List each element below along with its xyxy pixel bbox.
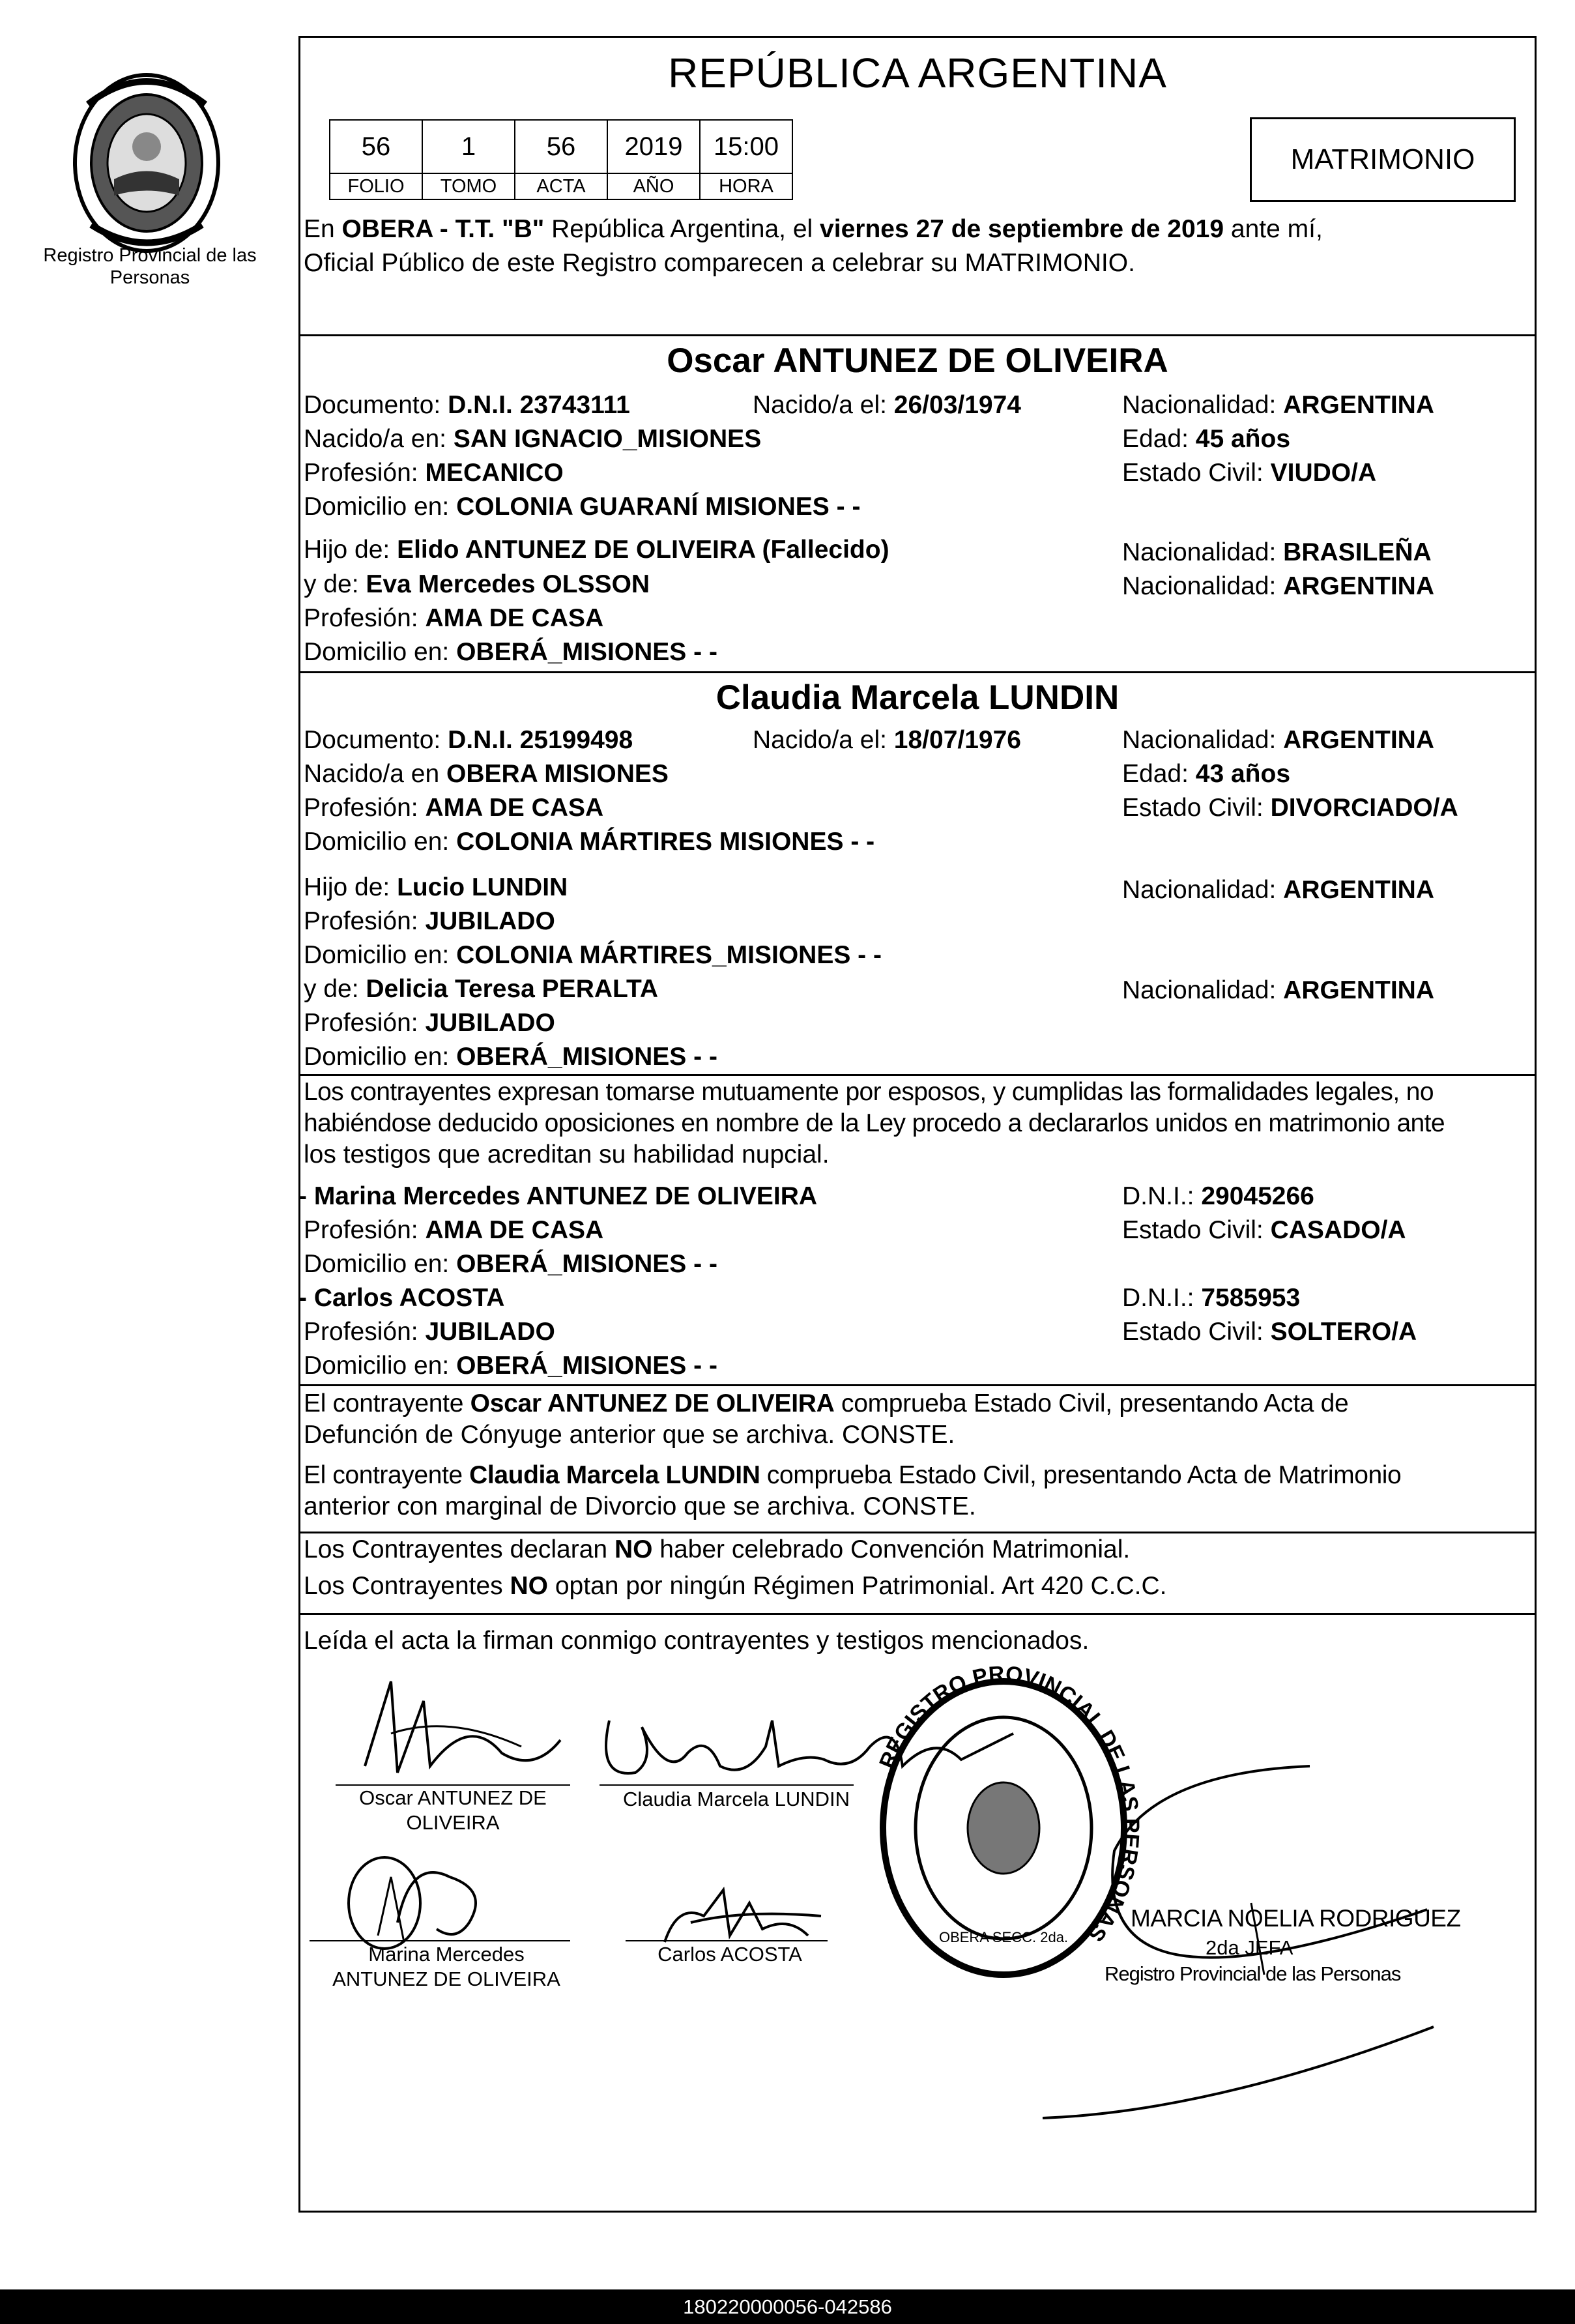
- acta-label: ACTA: [515, 173, 607, 199]
- groom-birthdate: Nacido/a el: 26/03/1974: [753, 391, 1021, 419]
- act-type-box: MATRIMONIO: [1250, 117, 1516, 202]
- intro-line-1: En OBERA - T.T. "B" República Argentina, el viernes 27 de septiembre de 2019 ante mí,: [304, 215, 1323, 243]
- bride-mother: y de: Delicia Teresa PERALTA: [304, 975, 659, 1003]
- groom-nationality: Nacionalidad: ARGENTINA: [1122, 391, 1435, 419]
- bride-father-address: Domicilio en: COLONIA MÁRTIRES_MISIONES - -: [304, 941, 882, 969]
- witness-2-signature-caption: Carlos ACOSTA: [657, 1943, 802, 1966]
- declaration-line-2: habiéndose deducido oposiciones en nombre de la Ley procedo a declararlos unidos en matrimonio ante: [304, 1109, 1445, 1137]
- bride-signature-caption: Claudia Marcela LUNDIN: [622, 1788, 850, 1810]
- hour-value: 15:00: [700, 120, 792, 173]
- groom-parents-address: Domicilio en: OBERÁ_MISIONES - -: [304, 638, 717, 666]
- witness-2-profession: Profesión: JUBILADO: [304, 1318, 555, 1346]
- provincial-emblem: [62, 65, 231, 261]
- bride-civil-status: Estado Civil: DIVORCIADO/A: [1122, 794, 1458, 822]
- official-organization: Registro Provincial de las Personas: [1105, 1962, 1401, 1985]
- bride-father-profession: Profesión: JUBILADO: [304, 907, 555, 935]
- bride-name: Claudia Marcela LUNDIN: [715, 678, 1120, 717]
- bride-age: Edad: 43 años: [1122, 760, 1291, 788]
- groom-signature-caption: Oscar ANTUNEZ DE OLIVEIRA: [359, 1786, 547, 1834]
- witness-1-address: Domicilio en: OBERÁ_MISIONES - -: [304, 1250, 717, 1278]
- civil-note-1-line-1: El contrayente Oscar ANTUNEZ DE OLIVEIRA comprueba Estado Civil, presentando Acta de: [304, 1389, 1349, 1417]
- bride-birthdate: Nacido/a el: 18/07/1976: [753, 726, 1021, 754]
- year-label: AÑO: [607, 173, 700, 199]
- stamp-inner-text: OBERA SECC. 2da.: [938, 1929, 1069, 1945]
- witness-1-dni: D.N.I.: 29045266: [1122, 1182, 1314, 1210]
- witness-1-signature: [339, 1851, 521, 1955]
- closing-statement: Leída el acta la firman conmigo contrayentes y testigos mencionados.: [304, 1627, 1090, 1655]
- declaration-line-3: los testigos que acreditan su habilidad nupcial.: [304, 1140, 830, 1169]
- registry-caption: Registro Provincial de las Personas: [43, 245, 257, 288]
- bride-mother-address: Domicilio en: OBERÁ_MISIONES - -: [304, 1043, 717, 1071]
- groom-father: Hijo de: Elido ANTUNEZ DE OLIVEIRA (Fallecido): [304, 536, 889, 564]
- official-name: MARCIA NOELIA RODRIGUEZ: [1131, 1905, 1461, 1932]
- witness-1-civil-status: Estado Civil: CASADO/A: [1122, 1216, 1406, 1244]
- folio-table: [329, 119, 793, 200]
- tomo-label: TOMO: [422, 173, 515, 199]
- witness-1-name: - Marina Mercedes ANTUNEZ DE OLIVEIRA: [298, 1182, 818, 1210]
- witness-1-signature-line: [310, 1940, 570, 1941]
- groom-father-nationality: Nacionalidad: BRASILEÑA: [1122, 538, 1432, 566]
- folio-label: FOLIO: [330, 173, 422, 199]
- groom-mother: y de: Eva Mercedes OLSSON: [304, 570, 650, 598]
- bride-father: Hijo de: Lucio LUNDIN: [304, 873, 568, 901]
- civil-note-1-line-2: Defunción de Cónyuge anterior que se archiva. CONSTE.: [304, 1421, 955, 1449]
- bride-signature-line: [600, 1784, 854, 1786]
- stamp-ring-text: REGISTRO PROVINCIAL DE LAS PERSONAS: [874, 1661, 1144, 1947]
- civil-note-2-line-1: El contrayente Claudia Marcela LUNDIN comprueba Estado Civil, presentando Acta de Matrimonio: [304, 1461, 1402, 1489]
- divider: [298, 1532, 1537, 1533]
- bride-document: Documento: D.N.I. 25199498: [304, 726, 633, 754]
- official-title: 2da JEFA: [1206, 1936, 1293, 1959]
- bride-mother-profession: Profesión: JUBILADO: [304, 1009, 555, 1037]
- stamp-coat-of-arms-icon: [968, 1782, 1039, 1874]
- document-title: REPÚBLICA ARGENTINA: [668, 50, 1167, 96]
- tomo-value: 1: [422, 120, 515, 173]
- declaration-line-1: Los contrayentes expresan tomarse mutuamente por esposos, y cumplidas las formalidades legales, no: [304, 1078, 1434, 1106]
- divider: [298, 1074, 1537, 1076]
- groom-civil-status: Estado Civil: VIUDO/A: [1122, 459, 1377, 487]
- divider: [298, 671, 1537, 673]
- bride-profession: Profesión: AMA DE CASA: [304, 794, 604, 822]
- witness-2-name: - Carlos ACOSTA: [298, 1284, 505, 1312]
- bride-nationality: Nacionalidad: ARGENTINA: [1122, 726, 1435, 754]
- bride-father-nationality: Nacionalidad: ARGENTINA: [1122, 876, 1435, 904]
- bride-address: Domicilio en: COLONIA MÁRTIRES MISIONES - -: [304, 828, 875, 856]
- acta-value: 56: [515, 120, 607, 173]
- groom-name: Oscar ANTUNEZ DE OLIVEIRA: [667, 341, 1168, 380]
- groom-profession: Profesión: MECANICO: [304, 459, 564, 487]
- witness-1-profession: Profesión: AMA DE CASA: [304, 1216, 604, 1244]
- official-stamp: [873, 1661, 1144, 1988]
- divider: [298, 1384, 1537, 1386]
- divider: [298, 334, 1537, 336]
- witness-2-address: Domicilio en: OBERÁ_MISIONES - -: [304, 1352, 717, 1380]
- witness-2-signature-line: [626, 1940, 828, 1941]
- year-value: 2019: [607, 120, 700, 173]
- groom-age: Edad: 45 años: [1122, 425, 1291, 453]
- groom-document: Documento: D.N.I. 23743111: [304, 391, 630, 419]
- civil-note-2-line-2: anterior con marginal de Divorcio que se archiva. CONSTE.: [304, 1492, 976, 1520]
- signature-flourish: [1043, 2007, 1447, 2138]
- groom-address: Domicilio en: COLONIA GUARANÍ MISIONES - -: [304, 493, 861, 521]
- witness-1-signature-caption: Marina Mercedes ANTUNEZ DE OLIVEIRA: [332, 1943, 560, 1990]
- groom-signature: [352, 1675, 573, 1792]
- witness-2-dni: D.N.I.: 7585953: [1122, 1284, 1301, 1312]
- hour-label: HORA: [700, 173, 792, 199]
- intro-line-2: Oficial Público de este Registro comparecen a celebrar su MATRIMONIO.: [304, 249, 1135, 277]
- regime-line-2: Los Contrayentes NO optan por ningún Régimen Patrimonial. Art 420 C.C.C.: [304, 1572, 1167, 1600]
- groom-mother-profession: Profesión: AMA DE CASA: [304, 604, 604, 632]
- bride-mother-nationality: Nacionalidad: ARGENTINA: [1122, 976, 1435, 1004]
- document-code-bar: 180220000056-042586: [0, 2289, 1575, 2324]
- bride-birthplace: Nacido/a en OBERA MISIONES: [304, 760, 669, 788]
- groom-birthplace: Nacido/a en: SAN IGNACIO_MISIONES: [304, 425, 762, 453]
- regime-line-1: Los Contrayentes declaran NO haber celebrado Convención Matrimonial.: [304, 1535, 1131, 1563]
- groom-mother-nationality: Nacionalidad: ARGENTINA: [1122, 572, 1435, 600]
- witness-2-civil-status: Estado Civil: SOLTERO/A: [1122, 1318, 1417, 1346]
- divider: [298, 1613, 1537, 1615]
- folio-value: 56: [330, 120, 422, 173]
